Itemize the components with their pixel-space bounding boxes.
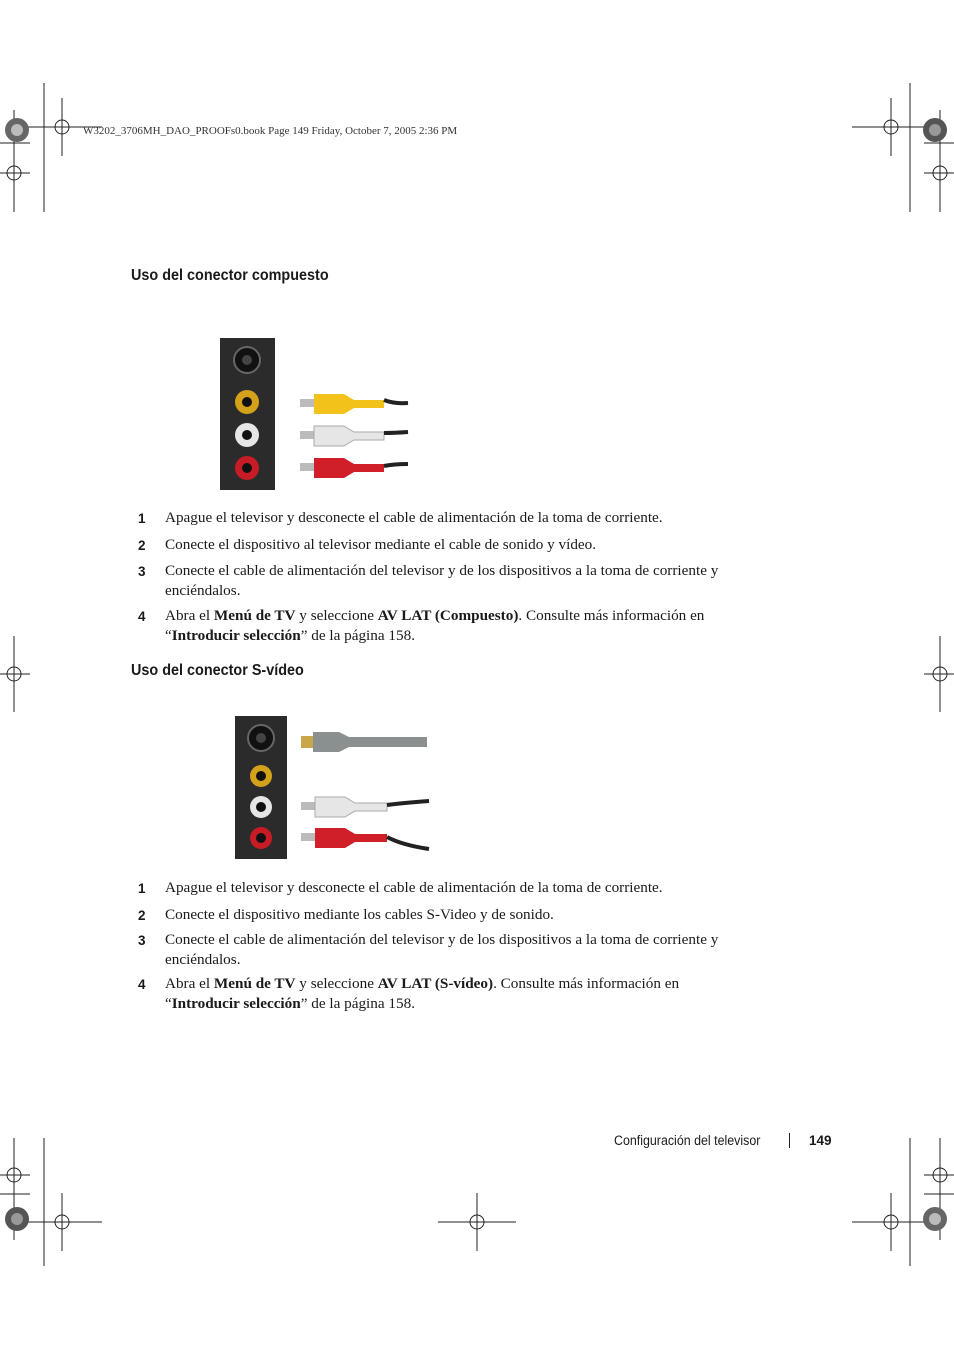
- list-item: [138, 930, 758, 969]
- emphasis-text: Menú de TV: [213, 607, 296, 624]
- list-item: [138, 508, 758, 529]
- step-text-run: . Consulte más información en “: [165, 607, 705, 644]
- step-text: [165, 878, 758, 899]
- step-text-run: Conecte el dispositivo mediante los cables S-Video y de sonido.: [165, 905, 554, 923]
- steps-composite: [138, 508, 758, 645]
- step-number: 2: [138, 537, 146, 553]
- step-text-run: y seleccione: [295, 607, 378, 624]
- step-number: 4: [138, 977, 146, 992]
- step-number: 3: [138, 564, 146, 579]
- step-text: [165, 508, 758, 529]
- emphasis-text: AV LAT (Compuesto): [377, 607, 519, 624]
- step-text-run: . Consulte más información en “: [165, 975, 680, 1012]
- step-number: 4: [138, 609, 146, 624]
- step-text: [165, 905, 758, 926]
- step-number: 3: [138, 933, 146, 948]
- step-text-run: ” de la página 158.: [300, 994, 415, 1012]
- emphasis-text: Menú de TV: [213, 975, 296, 992]
- step-text-run: Apague el televisor y desconecte el cable de alimentación de la toma de corriente.: [165, 509, 663, 526]
- svideo-connector-illustration: [235, 716, 435, 859]
- step-text-run: Apague el televisor y desconecte el cable de alimentación de la toma de corriente.: [165, 879, 663, 896]
- steps-svideo: [138, 878, 758, 1013]
- list-item: [138, 878, 758, 899]
- step-text-run: Conecte el dispositivo al televisor mediante el cable de sonido y vídeo.: [165, 535, 597, 553]
- step-text: [165, 974, 758, 1013]
- proof-header: W3202_3706MH_DAO_PROOFs0.book Page 149 Friday, October 7, 2005 2:36 PM: [83, 125, 458, 137]
- step-text-run: ” de la página 158.: [300, 626, 415, 644]
- composite-connector-illustration: [220, 338, 410, 490]
- step-number: 2: [138, 907, 146, 923]
- page-number: 149: [809, 1133, 832, 1148]
- step-text-run: Conecte el cable de alimentación del televisor y de los dispositivos a la toma de corriente y enciéndalos.: [165, 931, 719, 968]
- list-item: [138, 606, 758, 645]
- footer-separator: [789, 1133, 790, 1148]
- section-heading-composite: Uso del conector compuesto: [131, 267, 329, 284]
- step-text-run: Abra el: [165, 607, 214, 624]
- step-text-run: Abra el: [165, 975, 214, 992]
- emphasis-text: AV LAT (S-vídeo): [377, 975, 494, 992]
- footer-chapter-title: Configuración del televisor: [614, 1133, 761, 1148]
- section-heading-svideo: Uso del conector S-vídeo: [131, 662, 304, 679]
- emphasis-text: Introducir selección: [171, 994, 301, 1012]
- list-item: [138, 974, 758, 1013]
- step-text: [165, 535, 758, 556]
- step-number: 1: [138, 511, 146, 526]
- step-text-run: y seleccione: [295, 975, 378, 992]
- list-item: [138, 561, 758, 600]
- step-text-run: Conecte el cable de alimentación del televisor y de los dispositivos a la toma de corriente y enciéndalos.: [165, 562, 719, 599]
- step-number: 1: [138, 881, 146, 896]
- list-item: [138, 535, 758, 556]
- step-text: [165, 561, 758, 600]
- step-text: [165, 930, 758, 969]
- list-item: [138, 905, 758, 926]
- step-text: [165, 606, 758, 645]
- emphasis-text: Introducir selección: [171, 626, 301, 644]
